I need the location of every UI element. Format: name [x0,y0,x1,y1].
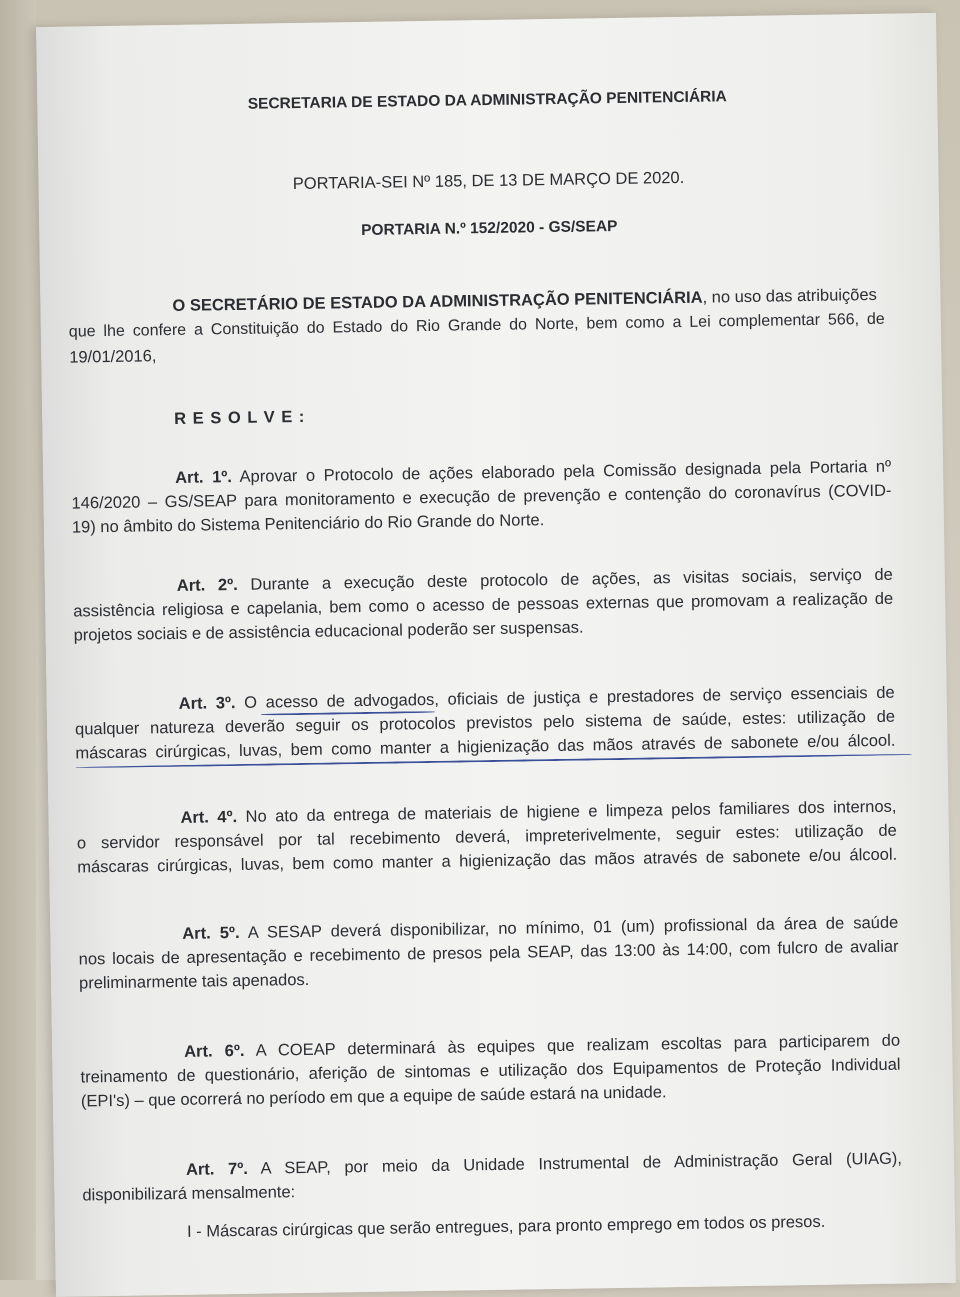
article-5-line-3: preliminarmente tais apenados. [78,970,310,993]
article-4-line-3: máscaras cirúrgicas, luvas, bem como manter a higienização das mãos através de sabonete e/ou álcool. [77,845,898,877]
portaria-sei: PORTARIA-SEI Nº 185, DE 13 DE MARÇO DE 2020. [292,168,685,194]
article-6-label: Art. 6º. [184,1041,245,1061]
article-6-text-1: A COEAP determinará às equipes que realizam escoltas para participarem do [244,1031,901,1060]
preamble-line-2: que lhe confere a Constituição do Estado do Rio Grande do Norte, bem como a Lei complementar 566, de [68,310,885,341]
article-4-label: Art. 4º. [180,808,238,827]
article-1-text-1: Aprovar o Protocolo de ações elaborado pela Comissão designada pela Portaria nº [231,457,892,487]
preamble-bold-lead: O SECRETÁRIO DE ESTADO DA ADMINISTRAÇÃO PENITENCIÁRIA [172,288,703,315]
article-5-label: Art. 5º. [182,923,240,943]
portaria-number: PORTARIA N.º 152/2020 - GS/SEAP [360,217,618,239]
binder-edge [0,0,36,1280]
article-2-text-1: Durante a execução deste protocolo de ações, as visitas sociais, serviço de [237,565,893,594]
preamble-line-3: 19/01/2016, [69,347,157,367]
article-7-item-1: I - Máscaras cirúrgicas que serão entregues, para pronto emprego em todos os presos. [186,1212,826,1241]
agency-header: SECRETARIA DE ESTADO DA ADMINISTRAÇÃO PENITENCIÁRIA [247,88,727,113]
resolve-heading: R E S O L V E : [174,407,306,428]
article-5-line-2: nos locais de apresentação e recebimento de presos pela SEAP, das 13:00 às 14:00, com fulcro de avaliar [78,937,899,969]
article-3-line-2: qualquer natureza deverão seguir os protocolos previstos pelo sistema de saúde, estes: utilização de [74,707,896,739]
article-3-label: Art. 3º. [178,694,236,713]
article-1-label: Art. 1º. [175,468,233,487]
article-7-line-1 [186,1148,902,1181]
article-2-line-2: assistência religiosa e capelania, bem como o acesso de pessoas externas que promovam a realização de [73,589,894,621]
article-7-text-1: A SEAP, por meio da Unidade Instrumental de Administração Geral (UIAG), [247,1149,903,1178]
article-7-line-2: disponibilizará mensalmente: [82,1183,296,1205]
article-4-text-1: No ato da entrega de materiais de higiene e limpeza pelos familiares dos internos, [237,797,897,827]
article-4-line-2: o servidor responsável por tal recebimento deverá, impreterivelmente, seguir estes: utilização de [76,821,897,853]
article-3-line-3: máscaras cirúrgicas, luvas, bem como manter a higienização das mãos através de sabonete e/ou álcool. [75,731,896,763]
article-2-label: Art. 2º. [176,575,238,595]
document-page [36,13,956,1297]
article-1-line-2: 146/2020 – GS/SEAP para monitoramento e execução de prevenção e contenção do coronavírus (COVID- [71,481,892,513]
article-7-label: Art. 7º. [185,1159,249,1179]
article-5-text-1: A SESAP deverá disponibilizar, no mínimo, 01 (um) profissional da área de saúde [239,913,899,942]
article-1-line-3: 19) no âmbito do Sistema Penitenciário do Rio Grande do Norte. [71,511,545,537]
preamble-line-1-rest: , no uso das atribuições [702,285,877,307]
article-2-line-3: projetos sociais e de assistência educacional poderão ser suspensas. [73,618,584,645]
article-6-line-2: treinamento de questionário, aferição de sintomas e utilização dos Equipamentos de Proteção Individual [80,1055,901,1087]
article-3-text-1: O acesso de advogados, oficiais de justiça e prestadores de serviço essenciais de [235,683,895,713]
article-6-line-3: (EPI's) – que ocorrerá no período em que a equipe de saúde estará na unidade. [80,1083,667,1111]
